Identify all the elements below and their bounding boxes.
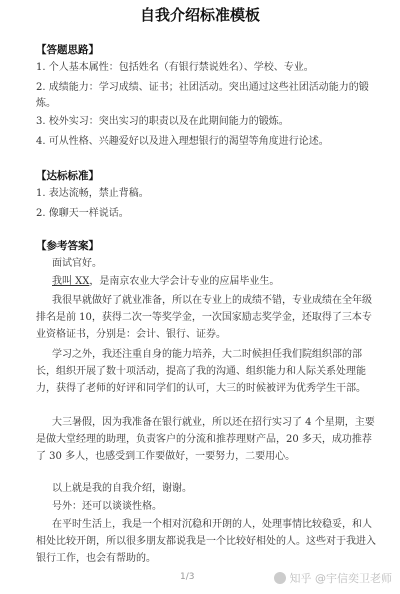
answer-paragraph: 在平时生活上，我是一个相对沉稳和开朗的人，处理事情比较稳妥，和人相处比较开朗，所以很多朋友都说我是一个比较好相处的人。这些对于我进入银行工作，也会有帮助的。 xyxy=(36,519,376,564)
answer-paragraph: 号外：还可以谈谈性格。 xyxy=(52,501,162,512)
page-number: 1/3 xyxy=(180,572,195,582)
zhihu-logo-icon xyxy=(274,572,286,584)
list-item: 3. 校外实习：突出实习的职责以及在此期间能力的锻炼。 xyxy=(36,116,289,127)
page-footer xyxy=(0,568,400,594)
watermark-text: 知乎 @宇信奕卫老师 xyxy=(289,572,392,585)
list-item: 2. 成绩能力：学习成绩、证书；社团活动。突出通过这些社团活动能力的锻炼。 xyxy=(36,82,369,109)
section-heading-standard: 【达标标准】 xyxy=(36,170,99,182)
greeting-text: 面试官好。 xyxy=(52,258,102,269)
section-heading-answer: 【参考答案】 xyxy=(36,240,99,252)
watermark xyxy=(274,570,393,586)
intro-line xyxy=(36,274,376,290)
list-item: 1. 表达流畅，禁止背稿。 xyxy=(36,188,149,199)
list-item: 4. 可从性格、兴趣爱好以及进入理想银行的渴望等角度进行论述。 xyxy=(36,136,329,147)
answer-paragraph: 学习之外，我还注重自身的能力培养，大二时候担任我们院组织部的部长，组织开展了数十项活动，提高了我的沟通、组织能力和人际关系处理能力，获得了老师的好评和同学们的认可，大三的时候被评为优秀学生干部。 xyxy=(36,349,366,394)
section-heading-approach: 【答题思路】 xyxy=(36,44,99,56)
intro-name: 我叫 XX xyxy=(52,276,90,287)
intro-rest: ，是南京农业大学会计专业的应届毕业生。 xyxy=(89,276,280,287)
answer-paragraph: 大三暑假，因为我准备在银行就业，所以还在招行实习了 4 个星期，主要是做大堂经理的助理，负责客户的分流和推荐理财产品，20 多天，成功推荐了 30 多人，也感受到工作要做好，一要努力，二要用心。 xyxy=(36,417,375,462)
answer-paragraph: 我很早就做好了就业准备，所以在专业上的成绩不错，专业成绩在全年级排名是前 10，获得二次一等奖学金，一次国家励志奖学金，还取得了三本专业资格证书，分别是：会计、银行、证券。 xyxy=(36,295,372,340)
list-item: 2. 像聊天一样说话。 xyxy=(36,208,129,219)
page-title: 自我介绍标准模板 xyxy=(139,6,260,24)
answer-paragraph: 以上就是我的自我介绍，谢谢。 xyxy=(52,483,192,494)
list-item: 1. 个人基本属性：包括姓名（有银行禁说姓名）、学校、专业。 xyxy=(36,62,314,73)
